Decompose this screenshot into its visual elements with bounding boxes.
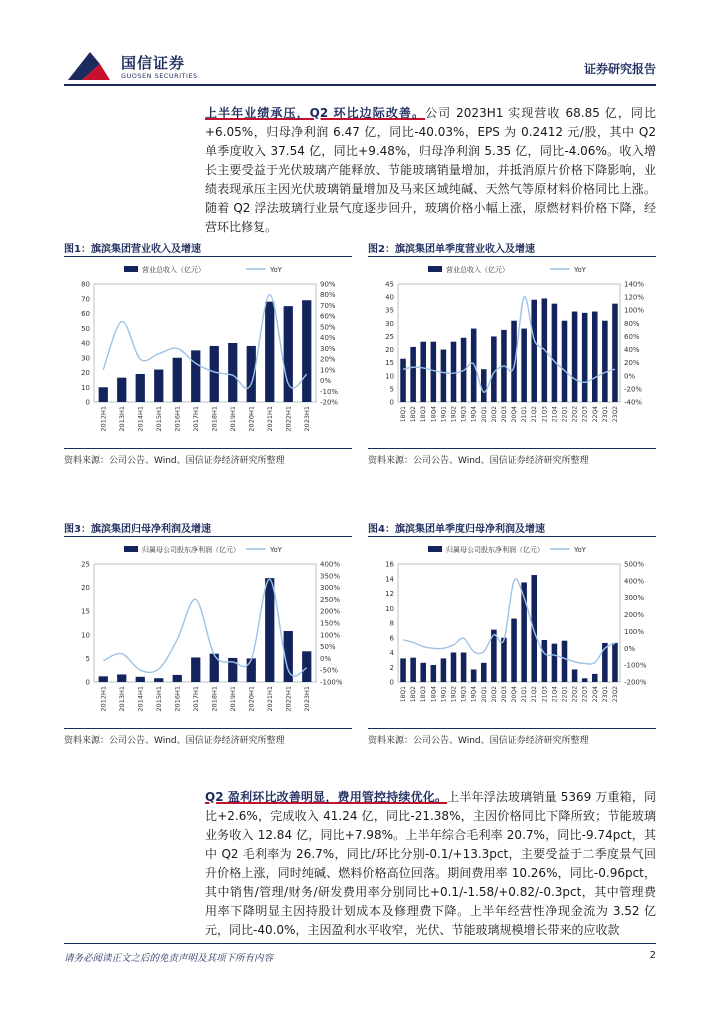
fig2-bar xyxy=(451,342,457,402)
fig2-xtick: 22Q3 xyxy=(581,406,589,423)
fig3-legend-line-label: YoY xyxy=(270,546,282,554)
fig4-xtick: 19Q4 xyxy=(470,686,478,703)
fig4-ytick-left: 0 xyxy=(389,678,394,687)
fig1-bottom-rule xyxy=(64,448,352,449)
fig4-yoy-line xyxy=(403,579,615,664)
fig3-bar xyxy=(173,675,182,682)
fig1-ytick-right: 40% xyxy=(320,334,336,343)
fig4-bar xyxy=(461,653,467,683)
fig4-ytick-left: 6 xyxy=(389,634,394,643)
fig4-bar xyxy=(441,658,447,682)
fig2-xtick: 19Q3 xyxy=(460,406,468,423)
fig1-bar xyxy=(99,387,108,402)
fig4-source: 资料来源：公司公告、Wind、国信证券经济研究所整理 xyxy=(368,736,589,746)
fig3-ytick-right: 250% xyxy=(320,595,341,604)
fig4-bar xyxy=(400,658,406,682)
fig2-ytick-right: 40% xyxy=(624,346,640,355)
fig1-legend-bar-label: 营业总收入（亿元） xyxy=(142,266,205,274)
fig2-bar xyxy=(592,312,598,402)
fig4-xtick: 23Q2 xyxy=(611,686,619,703)
fig2-legend-line-label: YoY xyxy=(574,266,586,274)
fig1-xtick: 2019H1 xyxy=(228,406,237,432)
fig4-ytick-right: 300% xyxy=(624,594,645,603)
fig4-xtick: 20Q3 xyxy=(500,686,508,703)
fig1-ytick-right: 80% xyxy=(320,291,336,300)
page-number: 2 xyxy=(649,950,656,961)
fig4-ytick-right: -200% xyxy=(624,678,647,687)
fig3-xtick: 2014H1 xyxy=(136,686,145,712)
fig2-xtick: 20Q2 xyxy=(490,406,498,423)
fig2-bar xyxy=(612,304,618,402)
fig2-bar xyxy=(552,304,558,402)
fig1-source: 资料来源：公司公告、Wind、国信证券经济研究所整理 xyxy=(64,456,285,466)
fig3-bar xyxy=(191,657,200,682)
fig3-bar xyxy=(154,678,163,682)
fig4-xtick: 19Q2 xyxy=(450,686,458,703)
fig2-source: 资料来源：公司公告、Wind、国信证券经济研究所整理 xyxy=(368,456,589,466)
fig4-chart xyxy=(368,542,656,722)
fig4-bar xyxy=(582,678,588,682)
paragraph-profitability-body: 上半年浮法玻璃销量 5369 万重箱，同比+2.6%，完成收入 41.24 亿，同比-21.38%，主因价格同比下降所致；节能玻璃业务收入 12.84 亿，同比+7.98%。上半年综合毛利率 20.7%，同比-9.74pct，其中 Q2 毛利率为 26.7%，同比/环比分别-0.1/+13.3pct，主要受益于二季度景气回升价格上涨，同时纯碱、燃料价格高位回落。期间费用率 10.26%，同比-0.96pct，其中销售/管理/财务/研发费用率分别同比+0.1/-1.58/+0.82/-0.3pct，其中管理费用率下降明显主因持股计划成本及修理费下降。上半年经营性净现金流为 3.52 亿元，同比-40.0%，主因盈利水平收窄，光伏、节能玻璃规模增长带来的应收款 xyxy=(205,790,656,937)
fig3-ytick-right: 400% xyxy=(320,560,341,569)
fig2-ytick-left: 5 xyxy=(389,385,394,394)
fig1-ytick-right: 10% xyxy=(320,366,336,375)
fig4-xtick: 21Q2 xyxy=(531,686,539,703)
fig3-ytick-left: 0 xyxy=(85,678,90,687)
fig2-ytick-right: -20% xyxy=(624,385,643,394)
fig4-xtick: 21Q1 xyxy=(521,686,529,703)
fig2-ytick-left: 30 xyxy=(385,319,394,328)
fig4-xtick: 23Q1 xyxy=(601,686,609,703)
fig3-title: 图3：旗滨集团归母净利润及增速 xyxy=(64,524,211,535)
logo-cn-text: 国信证券 xyxy=(121,54,186,72)
fig3-xtick: 2016H1 xyxy=(173,686,182,712)
fig1-xtick: 2012H1 xyxy=(99,406,108,432)
fig1-bar xyxy=(210,346,219,402)
fig4-legend-line-label: YoY xyxy=(574,546,586,554)
fig3-yoy-line xyxy=(103,579,307,676)
fig4-legend-bar-label: 归属母公司股东净利润（亿元） xyxy=(446,546,544,554)
fig1-xtick: 2018H1 xyxy=(210,406,219,432)
fig4-xtick: 20Q2 xyxy=(490,686,498,703)
fig3-xtick: 2023H1 xyxy=(302,686,311,712)
fig4-xtick: 18Q4 xyxy=(430,686,438,703)
fig1-ytick-right: -20% xyxy=(320,398,339,407)
fig2-ytick-right: 20% xyxy=(624,359,640,368)
fig2-bottom-rule xyxy=(368,448,656,449)
fig3-ytick-left: 25 xyxy=(81,560,90,569)
fig4-ytick-left: 8 xyxy=(389,619,394,628)
fig1-ytick-right: 70% xyxy=(320,301,336,310)
paragraph-profitability-lead: Q2 盈利环比改善明显，费用管控持续优化。 xyxy=(205,790,448,804)
fig2-xtick: 22Q1 xyxy=(561,406,569,423)
fig4-xtick: 18Q1 xyxy=(400,686,408,703)
fig2-bar xyxy=(491,336,497,402)
fig1-ytick-left: 0 xyxy=(85,398,90,407)
fig4-bar xyxy=(431,665,437,682)
fig2-chart xyxy=(368,262,656,442)
fig1-bar xyxy=(302,300,311,402)
fig4-bar xyxy=(451,653,457,683)
fig1-ytick-left: 50 xyxy=(81,324,90,333)
fig2-ytick-right: 120% xyxy=(624,293,645,302)
fig4-bar xyxy=(592,674,598,682)
fig2-xtick: 20Q1 xyxy=(480,406,488,423)
fig4-bar xyxy=(481,663,487,682)
fig2-bar xyxy=(531,300,537,402)
fig3-xtick: 2017H1 xyxy=(191,686,200,712)
fig3-bar xyxy=(136,677,145,682)
fig3-xtick: 2012H1 xyxy=(99,686,108,712)
fig4-xtick: 22Q2 xyxy=(571,686,579,703)
fig2-xtick: 22Q2 xyxy=(571,406,579,423)
fig2-legend-bar-swatch xyxy=(428,266,442,272)
paragraph-summary-lead: 上半年业绩承压，Q2 环比边际改善。 xyxy=(205,106,426,120)
fig4-bar xyxy=(420,663,426,682)
fig3-legend-bar-swatch xyxy=(124,546,138,552)
fig1-ytick-left: 60 xyxy=(81,310,90,318)
fig2-xtick: 21Q1 xyxy=(521,406,529,423)
fig1-bar xyxy=(154,370,163,402)
fig4-ytick-left: 2 xyxy=(389,663,394,672)
fig3-xtick: 2022H1 xyxy=(284,686,293,712)
fig4-xtick: 20Q4 xyxy=(511,686,519,703)
fig3-bar xyxy=(117,674,126,682)
fig2-xtick: 18Q1 xyxy=(400,406,408,423)
fig2-ytick-left: 20 xyxy=(385,346,394,355)
fig1-bar xyxy=(265,302,274,402)
fig2-bar xyxy=(582,313,588,402)
fig1-xtick: 2014H1 xyxy=(136,406,145,432)
fig2-ytick-left: 35 xyxy=(385,306,394,315)
fig3-bar xyxy=(247,658,256,682)
fig4-bar xyxy=(542,640,548,682)
fig2-xtick: 19Q1 xyxy=(440,406,448,423)
fig2-title: 图2：旗滨集团单季度营业收入及增速 xyxy=(368,244,535,255)
fig2-bar xyxy=(562,321,568,402)
fig4-bar xyxy=(562,641,568,682)
fig4-xtick: 22Q3 xyxy=(581,686,589,703)
fig3-bar xyxy=(302,651,311,682)
fig1-xtick: 2022H1 xyxy=(284,406,293,432)
fig4-xtick: 20Q1 xyxy=(480,686,488,703)
fig1-xtick: 2015H1 xyxy=(154,406,163,432)
fig4-ytick-right: -100% xyxy=(624,661,647,670)
fig1-ytick-right: 20% xyxy=(320,355,336,364)
fig3-xtick: 2013H1 xyxy=(117,686,126,712)
fig2-xtick: 23Q1 xyxy=(601,406,609,423)
fig3-xtick: 2018H1 xyxy=(210,686,219,712)
fig4-ytick-left: 16 xyxy=(385,560,394,569)
fig4-title: 图4：旗滨集团单季度归母净利润及增速 xyxy=(368,524,545,535)
fig2-bar xyxy=(410,347,416,402)
fig2-xtick: 19Q4 xyxy=(470,406,478,423)
fig4-ytick-right: 100% xyxy=(624,627,645,636)
fig1-xtick: 2020H1 xyxy=(247,406,256,432)
fig2-ytick-left: 45 xyxy=(385,280,394,289)
fig1-bar xyxy=(173,358,182,402)
fig2-ytick-left: 40 xyxy=(385,293,394,302)
fig2-xtick: 20Q3 xyxy=(500,406,508,423)
fig1-ytick-left: 80 xyxy=(81,280,90,289)
fig1-ytick-right: 90% xyxy=(320,280,336,289)
fig2-ytick-left: 15 xyxy=(385,359,394,368)
fig4-ytick-left: 10 xyxy=(385,604,394,613)
fig2-bar xyxy=(471,329,477,402)
fig2-ytick-left: 0 xyxy=(389,398,394,407)
fig2-bar xyxy=(420,342,426,402)
fig4-ytick-right: 400% xyxy=(624,577,645,586)
fig2-ytick-left: 25 xyxy=(385,332,394,341)
fig2-title-rule xyxy=(368,256,656,257)
fig1-plot-frame xyxy=(94,284,316,402)
guosen-logo-icon xyxy=(64,48,114,84)
fig4-bar xyxy=(471,669,477,682)
fig1-ytick-left: 40 xyxy=(81,339,90,348)
fig3-xtick: 2020H1 xyxy=(247,686,256,712)
fig2-xtick: 20Q4 xyxy=(511,406,519,423)
fig3-xtick: 2021H1 xyxy=(265,686,274,712)
footer-divider xyxy=(64,943,656,944)
fig2-xtick: 21Q3 xyxy=(541,406,549,423)
footer-disclaimer: 请务必阅读正文之后的免责声明及其项下所有内容 xyxy=(64,953,274,964)
paragraph-summary xyxy=(205,104,656,237)
fig4-xtick: 21Q4 xyxy=(551,686,559,703)
fig4-xtick: 19Q1 xyxy=(440,686,448,703)
fig3-ytick-left: 20 xyxy=(81,584,90,593)
fig4-bar xyxy=(501,638,507,682)
fig2-xtick: 18Q2 xyxy=(410,406,418,423)
fig1-ytick-left: 70 xyxy=(81,295,90,304)
fig2-bar xyxy=(441,350,447,402)
fig1-ytick-left: 10 xyxy=(81,383,90,392)
fig2-bar xyxy=(400,359,406,402)
fig1-bar xyxy=(228,343,237,402)
fig4-ytick-left: 12 xyxy=(385,590,394,598)
fig2-ytick-right: -40% xyxy=(624,398,643,407)
fig3-source: 资料来源：公司公告、Wind、国信证券经济研究所整理 xyxy=(64,736,285,746)
fig1-ytick-right: 0% xyxy=(320,377,332,386)
fig3-xtick: 2015H1 xyxy=(154,686,163,712)
fig2-ytick-right: 80% xyxy=(624,319,640,328)
fig2-xtick: 21Q4 xyxy=(551,406,559,423)
fig1-ytick-left: 20 xyxy=(81,369,90,377)
fig2-ytick-right: 60% xyxy=(624,332,640,341)
fig2-bar xyxy=(431,342,437,402)
fig4-ytick-right: 200% xyxy=(624,611,645,620)
fig4-xtick: 19Q3 xyxy=(460,686,468,703)
fig1-bar xyxy=(136,374,145,402)
header-divider xyxy=(64,84,656,86)
fig1-title: 图1：旗滨集团营业收入及增速 xyxy=(64,244,201,255)
fig3-xtick: 2019H1 xyxy=(228,686,237,712)
fig1-ytick-right: -10% xyxy=(320,387,339,396)
fig4-bar xyxy=(410,658,416,682)
fig3-ytick-right: 350% xyxy=(320,572,341,581)
fig2-bar xyxy=(602,321,608,402)
fig1-ytick-right: 50% xyxy=(320,323,336,332)
fig3-bar xyxy=(99,676,108,682)
fig1-xtick: 2013H1 xyxy=(117,406,126,432)
paragraph-profitability xyxy=(205,788,656,940)
fig2-ytick-right: 140% xyxy=(624,280,645,289)
fig1-legend-line-label: YoY xyxy=(270,266,282,274)
fig1-legend-bar-swatch xyxy=(124,266,138,272)
fig3-title-rule xyxy=(64,536,352,537)
fig4-xtick: 22Q4 xyxy=(591,686,599,703)
fig2-xtick: 19Q2 xyxy=(450,406,458,423)
fig2-ytick-right: 0% xyxy=(624,372,636,381)
fig3-ytick-right: 150% xyxy=(320,619,341,628)
fig2-legend-bar-label: 营业总收入（亿元） xyxy=(446,266,509,274)
fig1-bar xyxy=(117,378,126,402)
fig2-xtick: 18Q4 xyxy=(430,406,438,423)
fig1-chart xyxy=(64,262,352,442)
fig4-title-rule xyxy=(368,536,656,537)
fig2-xtick: 18Q3 xyxy=(420,406,428,423)
fig2-bar xyxy=(521,329,527,402)
fig2-ytick-left: 10 xyxy=(385,372,394,381)
fig2-xtick: 23Q2 xyxy=(611,406,619,423)
fig1-ytick-right: 60% xyxy=(320,312,336,321)
fig1-xtick: 2016H1 xyxy=(173,406,182,432)
logo-en-text: GUOSEN SECURITIES xyxy=(121,72,198,80)
fig1-ytick-right: 30% xyxy=(320,344,336,353)
fig2-bar xyxy=(481,369,487,402)
fig2-xtick: 21Q2 xyxy=(531,406,539,423)
fig1-xtick: 2023H1 xyxy=(302,406,311,432)
fig1-bar xyxy=(191,350,200,402)
fig1-xtick: 2017H1 xyxy=(191,406,200,432)
fig4-bar xyxy=(572,669,578,682)
fig2-bar xyxy=(572,312,578,402)
fig4-bar xyxy=(511,619,517,682)
fig1-ytick-left: 30 xyxy=(81,354,90,363)
fig3-ytick-right: 100% xyxy=(320,631,341,640)
fig3-ytick-left: 15 xyxy=(81,607,90,616)
fig3-chart xyxy=(64,542,352,722)
fig3-ytick-right: 200% xyxy=(320,607,341,616)
fig4-legend-bar-swatch xyxy=(428,546,442,552)
fig3-ytick-left: 5 xyxy=(85,654,90,663)
paragraph-summary-body: 公司 2023H1 实现营收 68.85 亿，同比+6.05%，归母净利润 6.47 亿，同比-40.03%，EPS 为 0.2412 元/股，其中 Q2 单季度收入 37.54 亿，同比+9.48%，归母净利润 5.35 亿，同比-4.06%。收入增长主要受益于光伏玻璃产能释放、节能玻璃销量增加，并抵消原片价格下降影响，业绩表现承压主因光伏玻璃销量增加及马来区域纯碱、天然气等原材料价格同比上涨。随着 Q2 浮法玻璃行业景气度逐步回升，玻璃价格小幅上涨，原燃材料价格下降，经营环比修复。 xyxy=(205,106,657,234)
fig3-ytick-right: 0% xyxy=(320,654,332,663)
fig4-bar xyxy=(531,575,537,682)
fig4-xtick: 18Q3 xyxy=(420,686,428,703)
fig3-bar xyxy=(265,578,274,682)
fig4-bar xyxy=(612,643,618,682)
fig3-ytick-right: -100% xyxy=(320,678,343,687)
fig4-xtick: 22Q1 xyxy=(561,686,569,703)
fig4-xtick: 21Q3 xyxy=(541,686,549,703)
fig3-bottom-rule xyxy=(64,728,352,729)
fig3-legend-bar-label: 归属母公司股东净利润（亿元） xyxy=(142,546,240,554)
fig3-ytick-right: 50% xyxy=(320,643,336,652)
fig2-xtick: 22Q4 xyxy=(591,406,599,423)
fig2-ytick-right: 100% xyxy=(624,306,645,315)
fig4-xtick: 18Q2 xyxy=(410,686,418,703)
fig4-bottom-rule xyxy=(368,728,656,729)
fig4-ytick-left: 4 xyxy=(389,649,394,657)
fig3-ytick-right: -50% xyxy=(320,666,339,675)
report-type-label: 证券研究报告 xyxy=(583,62,656,76)
fig1-yoy-line xyxy=(103,295,307,389)
fig4-ytick-right: 0% xyxy=(624,644,636,653)
fig4-ytick-right: 500% xyxy=(624,560,645,569)
fig1-xtick: 2021H1 xyxy=(265,406,274,432)
fig4-ytick-left: 14 xyxy=(385,575,394,584)
fig4-bar xyxy=(552,644,558,682)
fig3-ytick-right: 300% xyxy=(320,584,341,593)
fig3-ytick-left: 10 xyxy=(81,631,90,640)
fig1-title-rule xyxy=(64,256,352,257)
fig3-bar xyxy=(210,654,219,682)
fig2-bar xyxy=(511,321,517,402)
